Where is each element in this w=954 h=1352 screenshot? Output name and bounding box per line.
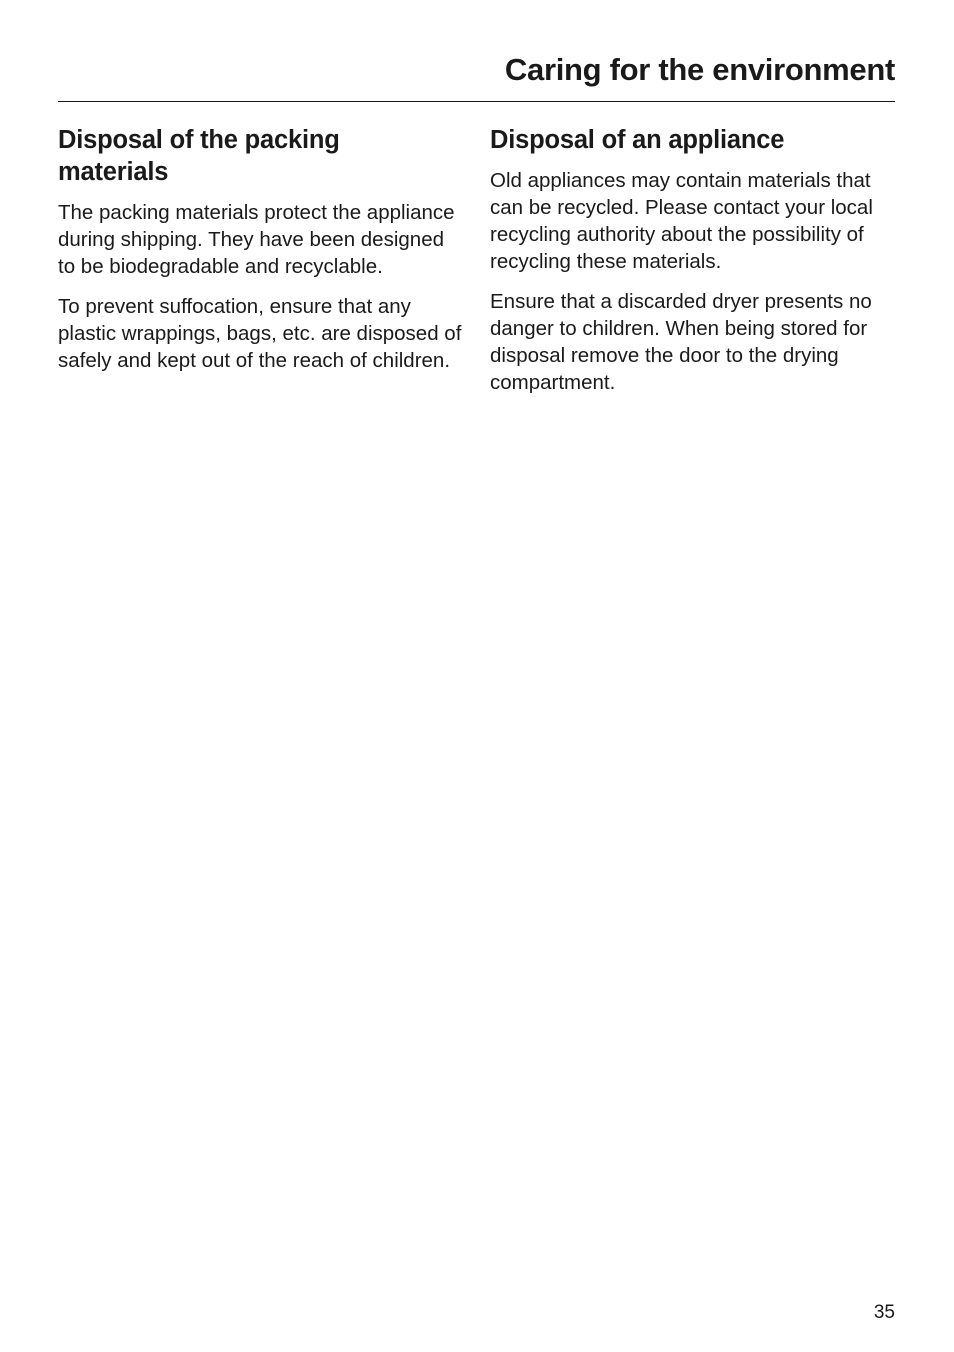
page-title: Caring for the environment xyxy=(504,52,895,87)
appliance-paragraph-2: Ensure that a discarded dryer presents no danger to children. When being stored for disposal remove the door to the drying compartment. xyxy=(490,290,872,394)
packing-paragraph-2: To prevent suffocation, ensure that any plastic wrappings, bags, etc. are disposed of safely and kept out of the reach of children. xyxy=(58,295,462,372)
appliance-paragraph-1: Old appliances may contain materials that can be recycled. Please contact your local recycling authority about the possibility of recycling these materials. xyxy=(490,169,873,273)
page-number: 35 xyxy=(873,1302,895,1323)
section-heading-appliance: Disposal of an appliance xyxy=(490,126,785,154)
packing-paragraph-1: The packing materials protect the appliance during shipping. They have been designed to be biodegradable and recyclable. xyxy=(58,201,455,278)
section-packing-disposal xyxy=(58,124,463,387)
section-appliance-disposal xyxy=(490,124,895,409)
page-header xyxy=(58,50,895,102)
section-heading-packing: Disposal of the packing materials xyxy=(58,126,340,186)
